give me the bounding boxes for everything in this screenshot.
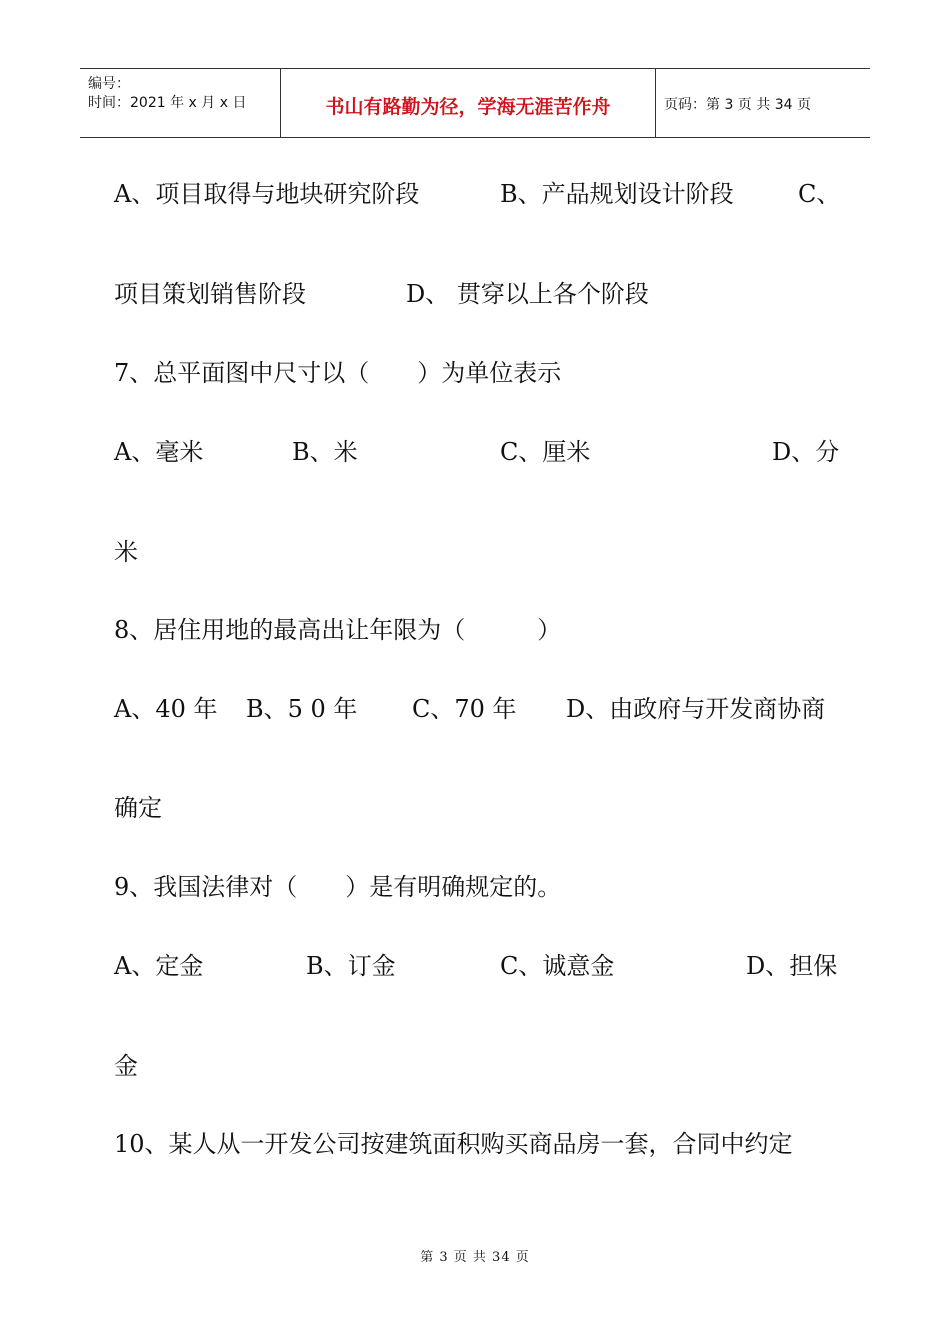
question-10 [114,1126,836,1162]
option-d: D、分 [772,438,840,466]
continuation-text: 金 [114,1052,138,1080]
header-motto-cell [280,69,656,137]
number-label: 编号： [88,76,130,92]
continuation-text: 确定 [114,794,162,822]
option-b: B、5 0 年 [246,695,358,723]
option-d: D、 贯穿以上各个阶段 [406,280,649,308]
option-b: B、米 [292,438,358,466]
option-a: A、项目取得与地块研究阶段 [114,180,420,208]
question-text: 9、我国法律对（ ）是有明确规定的。 [114,873,562,901]
option-c: C、70 年 [412,695,517,723]
option-d: D、由政府与开发商协商 [566,695,826,723]
option-line [114,691,836,727]
option-b: B、订金 [306,952,396,980]
time-label: 时间：2021 年 x 月 x 日 [88,95,247,111]
option-a: A、定金 [114,952,204,980]
page-header [80,68,870,138]
motto: 书山有路勤为径，学海无涯苦作舟 [325,96,611,118]
option-b: B、产品规划设计阶段 [500,180,734,208]
option-c: C、 [798,180,841,208]
question-7 [114,355,836,391]
option-c: C、厘米 [500,438,591,466]
option-d: D、担保 [746,952,838,980]
continuation-text: 米 [114,538,138,566]
page-info: 页码：第 3 页 共 34 页 [664,97,811,113]
option-c: C、诚意金 [500,952,615,980]
question-text: 7、总平面图中尺寸以（ ）为单位表示 [114,359,562,387]
question-8 [114,612,836,648]
continuation [114,1048,836,1084]
question-9 [114,869,836,905]
option-line [114,434,840,470]
question-text: 8、居住用地的最高出让年限为（ ） [114,616,562,644]
option-a: A、毫米 [114,438,204,466]
page-footer: 第 3 页 共 34 页 [420,1250,530,1265]
continuation [114,534,836,570]
header-meta-cell [80,69,280,137]
option-line [114,948,836,984]
option-a: A、40 年 [114,695,218,723]
option-line [114,176,841,212]
option-line [114,276,836,312]
continuation [114,790,836,826]
question-text: 10、某人从一开发公司按建筑面积购买商品房一套，合同中约定 [114,1130,793,1158]
header-page-cell [656,69,870,137]
option-c-text: 项目策划销售阶段 [114,280,306,308]
